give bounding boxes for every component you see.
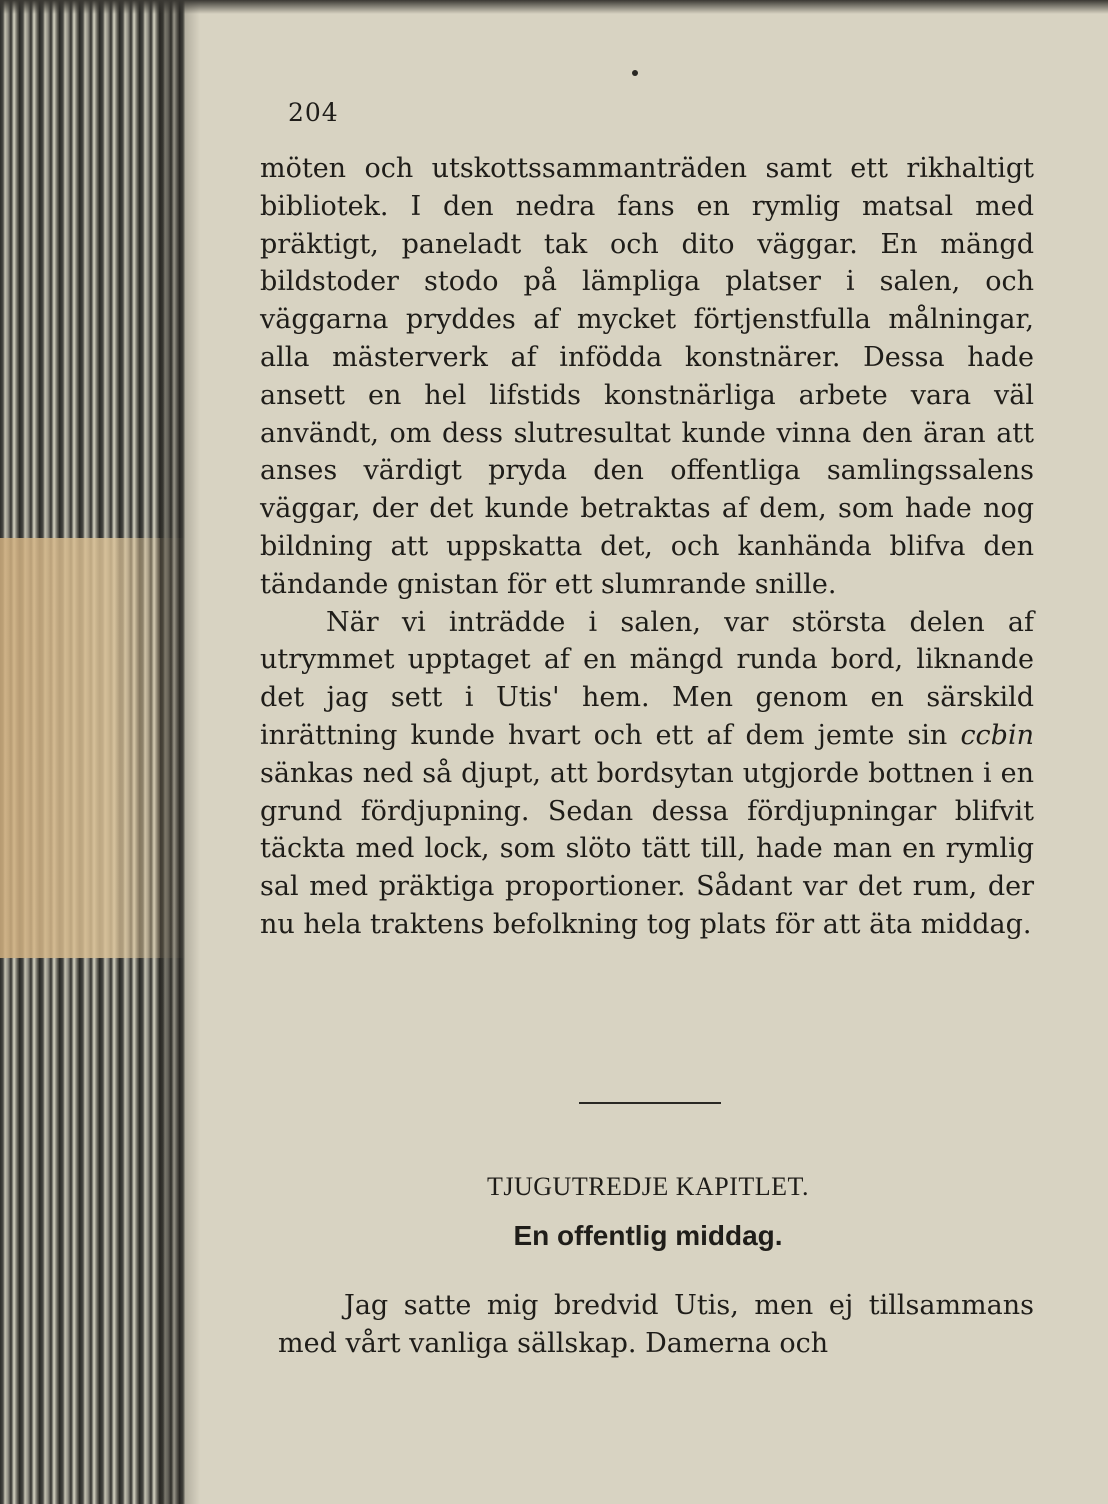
paragraph-2-italic: ccbin bbox=[960, 719, 1034, 751]
chapter-heading: TJUGUTREDJE KAPITLET. bbox=[487, 1172, 809, 1201]
chapter-body-text bbox=[278, 1287, 1034, 1363]
chapter-paragraph-1: Jag satte mig bredvid Utis, men ej tillsammans med vårt vanliga sällskap. Damerna och bbox=[278, 1290, 1034, 1359]
section-divider bbox=[579, 1102, 721, 1104]
page-number: 204 bbox=[288, 98, 339, 127]
paragraph-2-part-1: När vi inträdde i salen, var största delen af utrymmet upptaget af en mängd runda bord, liknande det jag sett i Utis' hem. Men genom en särskild inrättning kunde hvart och ett af dem jemte sin bbox=[260, 606, 1034, 751]
paragraph-1: möten och utskottssammanträden samt ett rikhaltigt bibliotek. I den nedra fans en rymlig matsal med präktigt, paneladt tak och dito väggar. En mängd bildstoder stodo på lämpliga platser i salen, och väggarna pryddes af mycket förtjenstfulla målningar, alla mästerverk af infödda konstnärer. Dessa hade ansett en hel lifstids konstnärliga arbete vara väl användt, om dess slutresultat kunde vinna den äran att anses värdigt pryda den offentliga samlingssalens väggar, der det kunde betraktas af dem, som hade nog bildning att uppskatta det, och kanhända blifva den tändande gnistan för ett slumrande snille. bbox=[260, 153, 1034, 600]
page-edge-stain bbox=[0, 538, 185, 958]
paragraph-2-part-2: sänkas ned så djupt, att bordsytan utgjorde bottnen i en grund fördjupning. Sedan dessa fördjupningar blifvit täckta med lock, som slöto tätt till, hade man en rymlig sal med präktiga proportioner. Sådant var det rum, der nu hela traktens befolkning tog plats för att äta middag. bbox=[260, 757, 1034, 940]
ink-dot bbox=[632, 70, 638, 76]
chapter-title: En offentlig middag. bbox=[513, 1220, 783, 1251]
book-page-edges bbox=[0, 0, 185, 1504]
paragraph-2 bbox=[260, 604, 1034, 944]
gutter-shadow bbox=[160, 0, 200, 1504]
book-page bbox=[198, 0, 1108, 1504]
body-text bbox=[260, 150, 1034, 944]
